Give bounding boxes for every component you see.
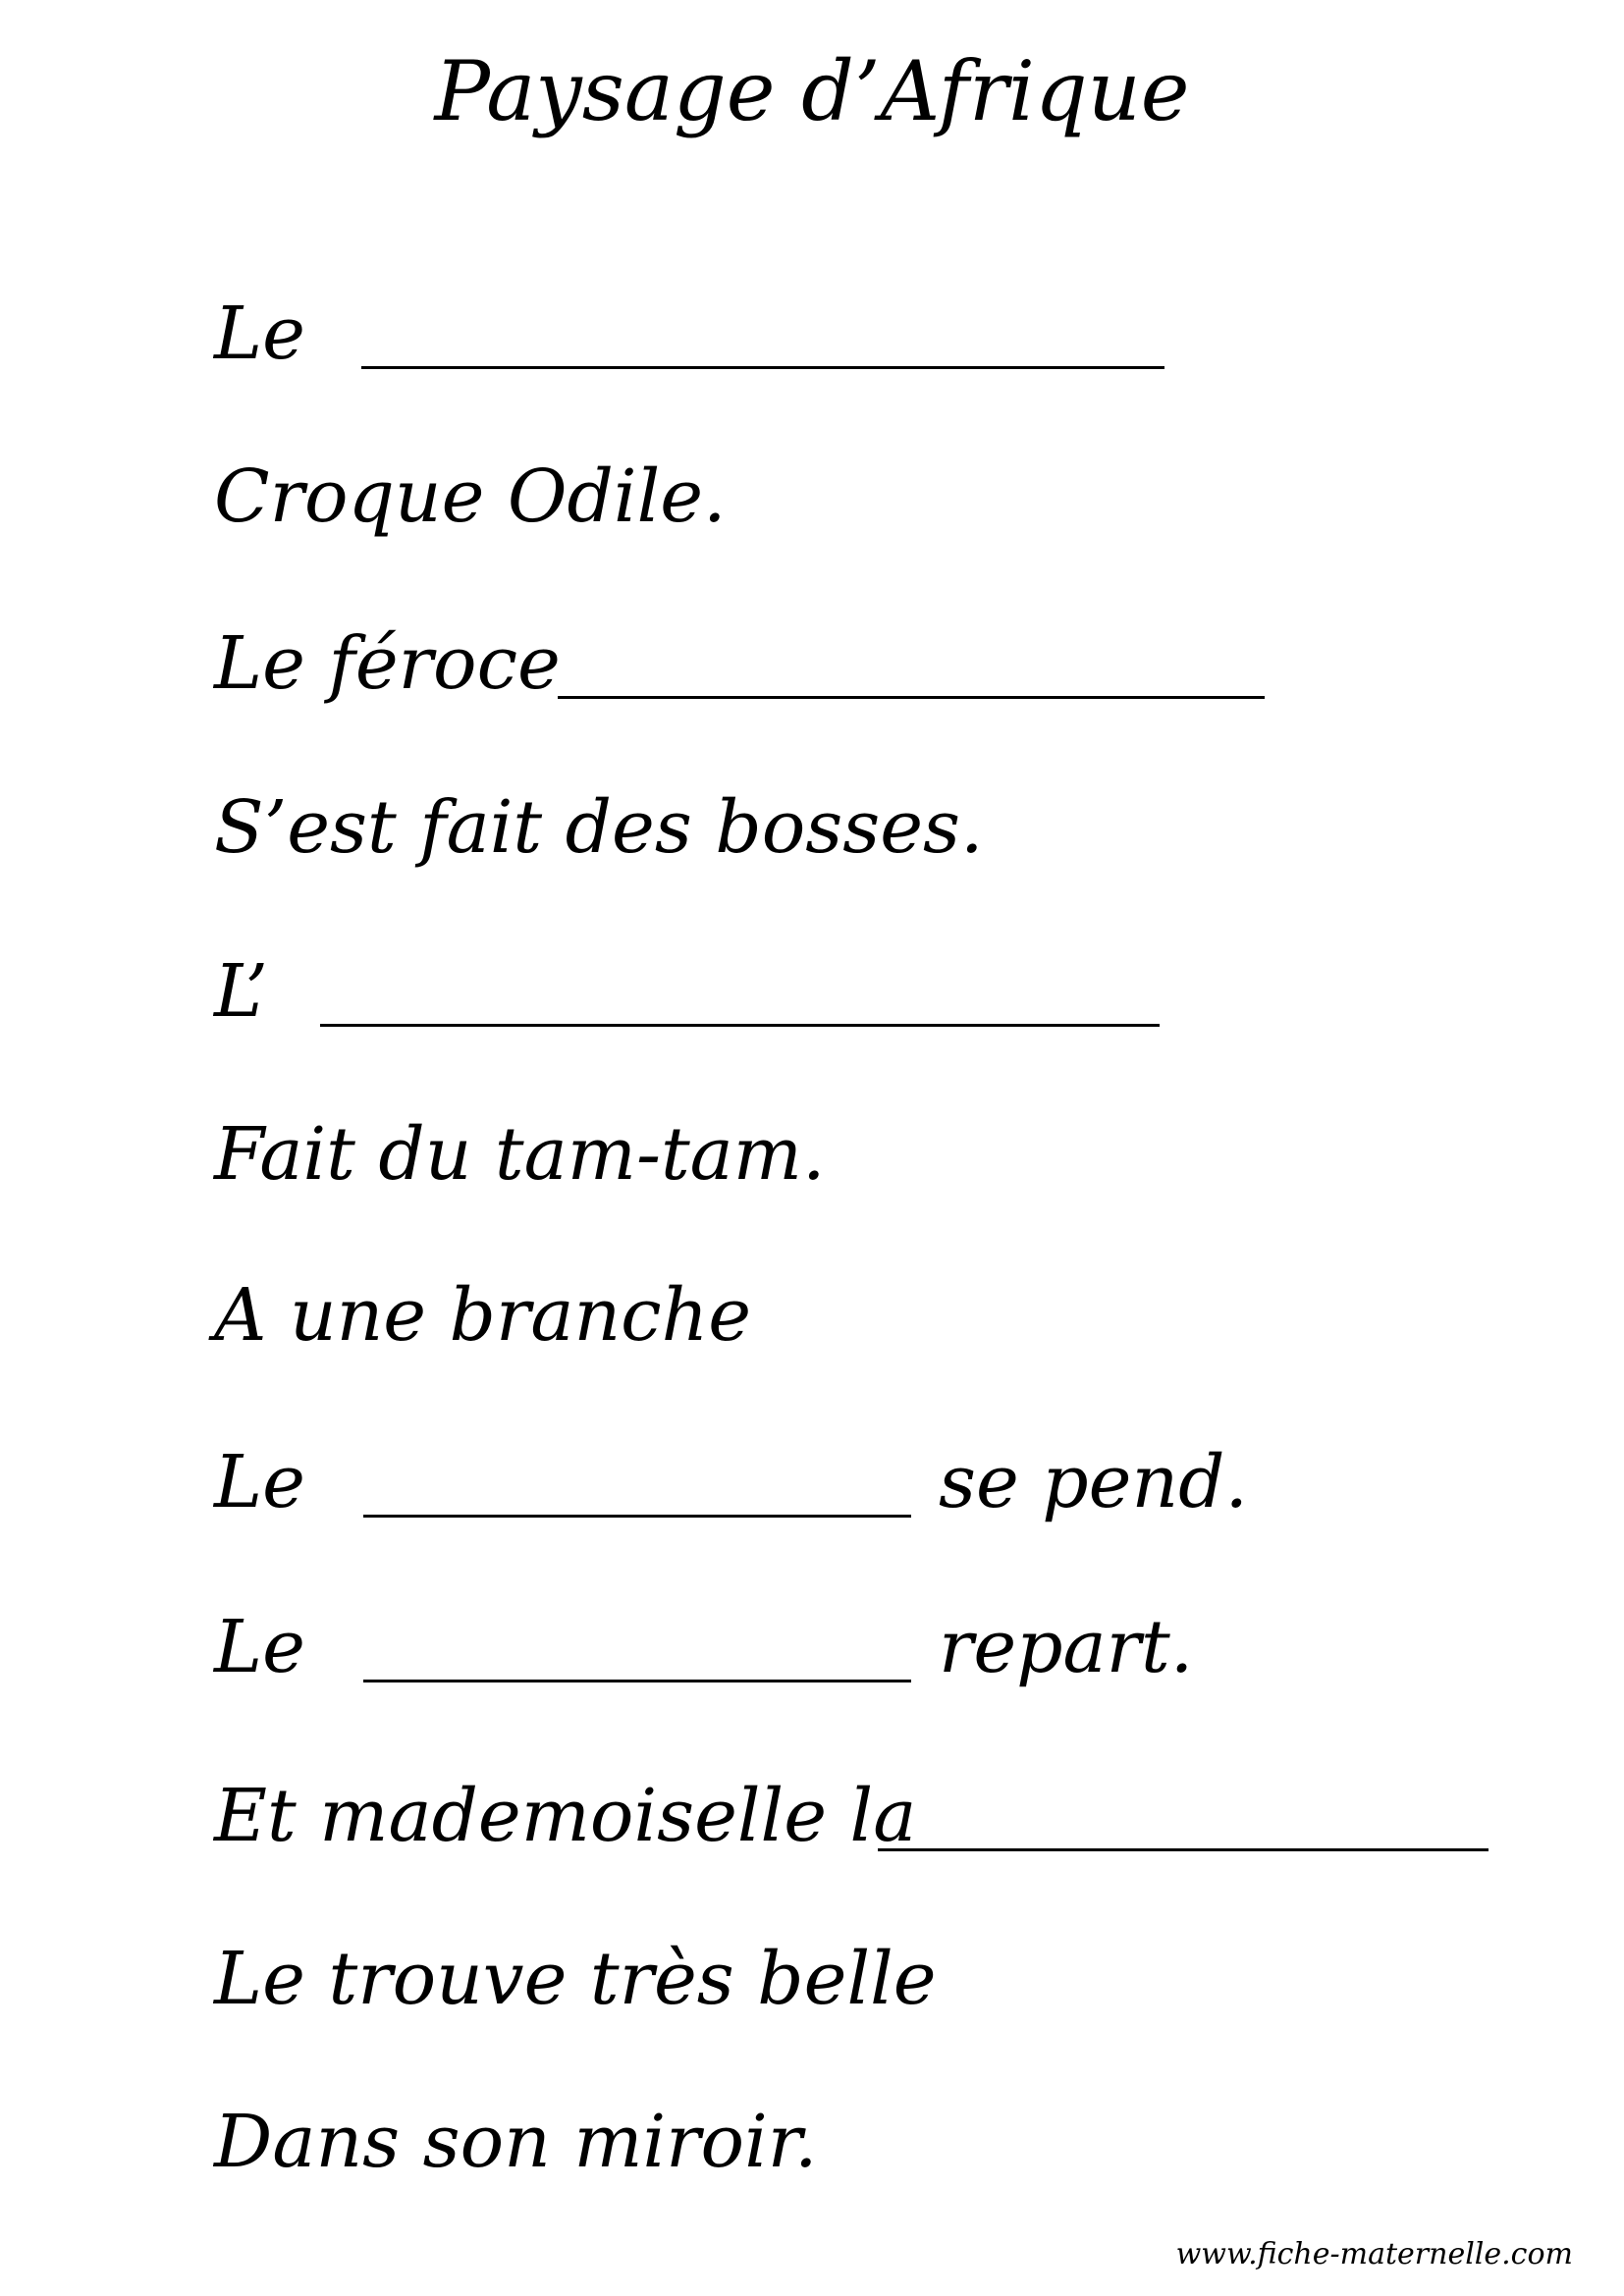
line-text: Le — [214, 292, 305, 376]
poem-line-11 — [214, 1910, 1589, 2028]
website-footer: www.fiche-maternelle.com — [1175, 2237, 1573, 2271]
poem-line-6 — [214, 1086, 1589, 1203]
page-title: Paysage d’Afrique — [434, 43, 1190, 139]
poem-line-4 — [214, 759, 1589, 877]
line-text: Dans son miroir. — [214, 2100, 818, 2184]
line-text: Le trouve très belle — [214, 1937, 937, 2021]
poem-line-10 — [214, 1747, 1589, 1865]
line-text: L’ — [214, 949, 268, 1034]
line-text-after: repart. — [939, 1605, 1194, 1689]
fill-in-blank[interactable] — [363, 1680, 911, 1682]
line-text: A une branche — [214, 1273, 752, 1358]
line-text: Et mademoiselle la — [214, 1774, 917, 1858]
line-text: Le féroce — [214, 621, 561, 706]
line-text: S’est fait des bosses. — [214, 785, 984, 870]
poem-line-12 — [214, 2073, 1589, 2191]
poem-line-2 — [214, 428, 1589, 546]
poem-line-8 — [214, 1414, 1589, 1531]
fill-in-blank[interactable] — [558, 696, 1265, 699]
fill-in-blank[interactable] — [320, 1024, 1160, 1027]
poem-line-9 — [214, 1578, 1589, 1696]
line-text: Le — [214, 1605, 305, 1689]
poem-line-5 — [214, 923, 1589, 1041]
poem-line-3 — [214, 595, 1589, 713]
line-text-after: se pend. — [939, 1440, 1249, 1524]
line-text: Fait du tam-tam. — [214, 1112, 826, 1197]
line-text: Le — [214, 1440, 305, 1524]
poem-line-1 — [214, 265, 1589, 383]
line-text: Croque Odile. — [214, 454, 727, 539]
poem-line-7 — [214, 1247, 1589, 1364]
fill-in-blank[interactable] — [363, 1515, 911, 1518]
fill-in-blank[interactable] — [361, 366, 1164, 369]
fill-in-blank[interactable] — [878, 1848, 1489, 1851]
